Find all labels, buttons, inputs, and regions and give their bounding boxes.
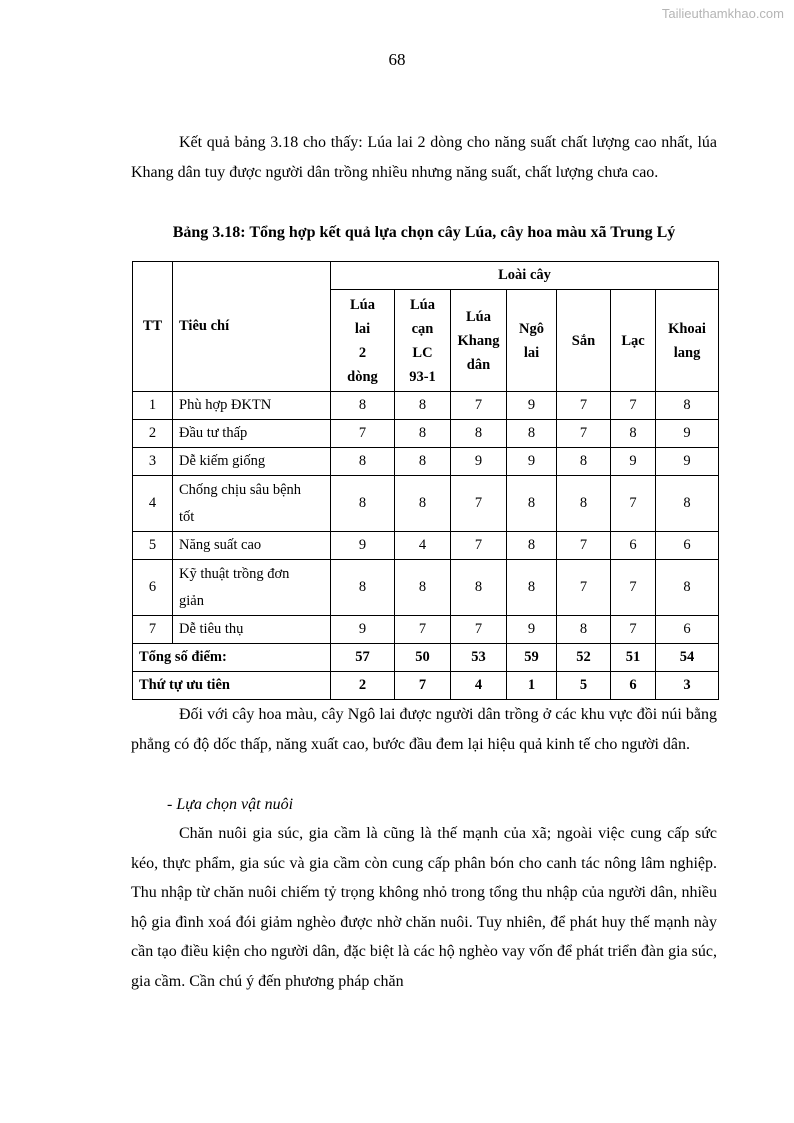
score-cell: 9 — [507, 392, 557, 420]
criteria-cell: Đầu tư thấp — [173, 420, 331, 448]
score-cell: 8 — [395, 420, 451, 448]
rank-label: Thứ tự ưu tiên — [133, 672, 331, 700]
species-name: Lúa cạn LC 93-1 — [409, 296, 436, 385]
rank-cell: 7 — [395, 672, 451, 700]
species-name: Sắn — [571, 332, 596, 349]
species-header-7 — [656, 290, 719, 392]
row-number: 1 — [133, 392, 173, 420]
score-cell: 7 — [451, 616, 507, 644]
row-number: 3 — [133, 448, 173, 476]
criteria-cell: Dễ kiếm giống — [173, 448, 331, 476]
score-cell: 9 — [611, 448, 656, 476]
watermark: Tailieuthamkhao.com — [661, 6, 784, 21]
paragraph-livestock: Chăn nuôi gia súc, gia cầm là cũng là thế mạnh của xã; ngoài việc cung cấp sức kéo, thực phẩm, gia súc và gia cầm còn cung cấp phân bón cho canh tác nông lâm nghiệp. Thu nhập từ chăn nuôi chiếm tỷ trọng không nhỏ trong tổng thu nhập của người dân, nhiều hộ gia đình xoá đói giảm nghèo được nhờ chăn nuôi. Tuy nhiên, để phát huy thế mạnh này cần tạo điều kiện cho người dân, đặc biệt là các hộ nghèo vay vốn để phát triển đàn gia súc, gia cầm. Cần chú ý đến phương pháp chăn — [131, 825, 717, 990]
score-cell: 9 — [507, 616, 557, 644]
score-cell: 8 — [611, 420, 656, 448]
rank-cell: 5 — [557, 672, 611, 700]
criteria-cell: Phù hợp ĐKTN — [173, 392, 331, 420]
score-cell: 6 — [656, 532, 719, 560]
total-cell: 54 — [656, 644, 719, 672]
score-cell: 8 — [557, 616, 611, 644]
table-row — [133, 560, 719, 616]
score-cell: 8 — [656, 560, 719, 616]
score-cell: 8 — [395, 448, 451, 476]
score-cell: 8 — [331, 392, 395, 420]
page-number: 68 — [388, 50, 406, 69]
score-cell: 7 — [451, 476, 507, 532]
score-cell: 7 — [557, 420, 611, 448]
score-cell: 6 — [611, 532, 656, 560]
score-cell: 8 — [557, 476, 611, 532]
rank-cell: 6 — [611, 672, 656, 700]
score-cell: 7 — [557, 560, 611, 616]
table-caption: Bảng 3.18: Tổng hợp kết quả lựa chọn cây Lúa, cây hoa màu xã Trung Lý — [172, 224, 676, 241]
total-cell: 53 — [451, 644, 507, 672]
table-row — [133, 392, 719, 420]
score-cell: 8 — [507, 560, 557, 616]
table-row — [133, 448, 719, 476]
table-row — [133, 420, 719, 448]
criteria-cell: Năng suất cao — [173, 532, 331, 560]
rank-cell: 2 — [331, 672, 395, 700]
total-cell: 59 — [507, 644, 557, 672]
score-cell: 8 — [331, 560, 395, 616]
results-table — [132, 261, 719, 700]
score-cell: 6 — [656, 616, 719, 644]
score-cell: 9 — [331, 616, 395, 644]
total-cell: 52 — [557, 644, 611, 672]
score-cell: 7 — [557, 392, 611, 420]
table-row — [133, 532, 719, 560]
table-row — [133, 476, 719, 532]
score-cell: 9 — [507, 448, 557, 476]
score-cell: 4 — [395, 532, 451, 560]
score-cell: 9 — [656, 448, 719, 476]
rank-cell: 4 — [451, 672, 507, 700]
header-tt: TT — [133, 262, 173, 392]
rank-cell: 1 — [507, 672, 557, 700]
species-header-5 — [557, 290, 611, 392]
score-cell: 8 — [656, 392, 719, 420]
score-cell: 8 — [557, 448, 611, 476]
score-cell: 7 — [611, 476, 656, 532]
species-name: Khoai lang — [668, 320, 706, 361]
species-name: Lúa lai 2 dòng — [347, 296, 378, 385]
score-cell: 9 — [331, 532, 395, 560]
score-cell: 7 — [451, 532, 507, 560]
row-number: 7 — [133, 616, 173, 644]
species-name: Lạc — [621, 332, 645, 349]
species-header-4 — [507, 290, 557, 392]
species-header-2 — [395, 290, 451, 392]
score-cell: 7 — [611, 616, 656, 644]
intro-paragraph: Kết quả bảng 3.18 cho thấy: Lúa lai 2 dòng cho năng suất chất lượng cao nhất, lúa Khang dân tuy được người dân trồng nhiều nhưng năng suất, chất lượng chưa cao. — [131, 134, 717, 181]
paragraph-corn: Đối với cây hoa màu, cây Ngô lai được người dân trồng ở các khu vực đồi núi bằng phẳng có độ dốc thấp, năng xuất cao, bước đầu đem lại hiệu quả kinh tế cho người dân. — [131, 706, 717, 753]
score-cell: 8 — [656, 476, 719, 532]
species-header-3 — [451, 290, 507, 392]
score-cell: 7 — [451, 392, 507, 420]
score-cell: 8 — [507, 532, 557, 560]
score-cell: 8 — [331, 476, 395, 532]
score-cell: 8 — [451, 560, 507, 616]
header-species-group: Loài cây — [331, 262, 719, 290]
header-criteria: Tiêu chí — [173, 262, 331, 392]
score-cell: 7 — [557, 532, 611, 560]
row-number: 5 — [133, 532, 173, 560]
row-number: 4 — [133, 476, 173, 532]
score-cell: 8 — [451, 420, 507, 448]
species-header-6 — [611, 290, 656, 392]
total-cell: 57 — [331, 644, 395, 672]
subheading-livestock: - Lựa chọn vật nuôi — [167, 796, 294, 813]
score-cell: 7 — [395, 616, 451, 644]
criteria-cell: Kỹ thuật trồng đơn giản — [173, 560, 331, 616]
score-cell: 7 — [611, 392, 656, 420]
score-cell: 8 — [395, 392, 451, 420]
score-cell: 9 — [451, 448, 507, 476]
score-cell: 8 — [395, 476, 451, 532]
score-cell: 7 — [611, 560, 656, 616]
score-cell: 8 — [507, 420, 557, 448]
criteria-cell: Chống chịu sâu bệnh tốt — [173, 476, 331, 532]
total-label: Tổng số điểm: — [133, 644, 331, 672]
species-name: Ngô lai — [519, 320, 544, 361]
score-cell: 7 — [331, 420, 395, 448]
criteria-cell: Dễ tiêu thụ — [173, 616, 331, 644]
score-cell: 9 — [656, 420, 719, 448]
rank-cell: 3 — [656, 672, 719, 700]
species-name: Lúa Khang dân — [457, 308, 500, 373]
row-number: 6 — [133, 560, 173, 616]
species-header-1 — [331, 290, 395, 392]
total-cell: 50 — [395, 644, 451, 672]
score-cell: 8 — [331, 448, 395, 476]
score-cell: 8 — [507, 476, 557, 532]
table-row — [133, 616, 719, 644]
total-cell: 51 — [611, 644, 656, 672]
score-cell: 8 — [395, 560, 451, 616]
row-number: 2 — [133, 420, 173, 448]
